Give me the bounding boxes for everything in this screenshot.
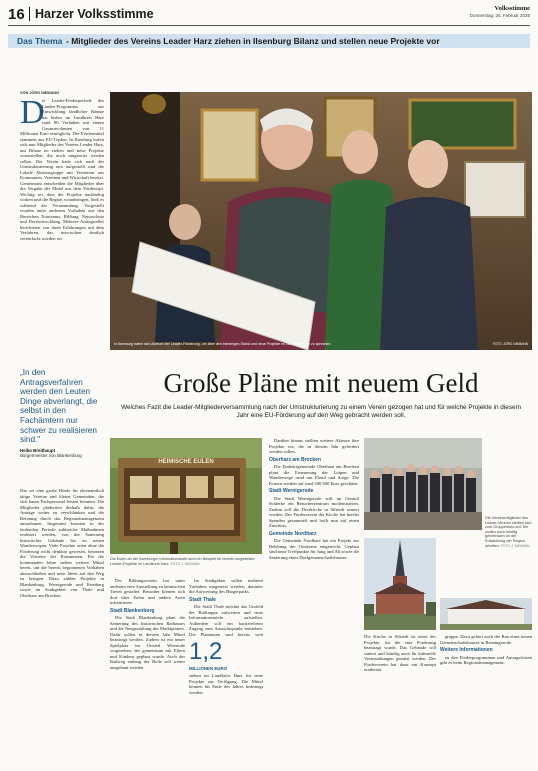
right-subhead-3: Gemeinde Nordharz [269,530,317,537]
lead-text: ie Leader-Förderperiode des Landes-Programms zur Entwicklung ländlicher Räume hat bisher im Landkreis Harz rund 80 Vorhaben mit einem Gesamtvolumen von 11 Millionen Euro ermöglicht. Die Fördermittel stammen aus EU-Töpfen. In Ilsenburg trafen sich nun Mitglieder des Vereins Leader Harz, um Bilanz zu ziehen und neue Projekte vorzustellen, die noch umgesetzt werden sollen. Der Verein hatte sich nach der Umstrukturierung neu aufgestellt und die Lokale Aktionsgruppe mit Vertretern aus Kommunen, Vereinen und Wirtschaft besetzt. Gemeinsam entscheiden die Mitglieder über die Vergabe der Mittel aus dem Fördertopf. Wichtig sei, dass die Projekte nachhaltig wirken und die Region voranbringen, hieß es während der Versammlung. Vorgestellt wurden unter anderem Vorhaben aus den Bereichen Tourismus, Bildung, Naturschutz und Dorfentwicklung. Mehrere Antragsteller berichteten von ihren Erfahrungen mit dem Verfahren, das inzwischen deutlich vereinfacht worden sei. [20,98,104,241]
building-photo [440,598,532,630]
middle-intro: Der Bildungsverein hat unter anderem eine Ausstellung zu heimischen Tieren gestaltet. Besucher können sich dort über Eulen und andere Arten informieren. [110,578,185,605]
quote-column-text: Das sei eine große Hürde für ehrenamtlich tätige Vereine und kleine Gemeinden, die sich kaum Fachpersonal leisten könnten. Die Mitglieder plädierten deshalb dafür, die Anträge weiter zu verschlanken und die Beratung durch das Regionalmanagement auszubauen. Insgesamt konnten in der laufenden Periode zahlreiche Maßnahmen realisiert werden, von der Sanierung historischer Gebäude bis zu neuen Wanderwegen. Viele Projekte seien ohne die Förderung nicht denkbar gewesen, betonten die Vertreter der Kommunen. Für die kommenden Jahre stehen weitere Mittel bereit, um die bereits begonnenen Vorhaben abzuschließen und neue Ideen auf den Weg zu bringen. Dazu zählen Projekte in Blankenburg, Wernigerode und Ilsenburg sowie im Stadtgebiet von Thale und Oberharz am Brocken. [20,488,104,598]
church-photo [364,538,436,630]
stat-value: 1,2 [189,638,223,665]
main-photo-credit: FOTO: JÖRG NIEMANN [492,342,528,347]
right-subhead-2: Stadt Wernigerode [269,488,314,494]
quote-author: Heiko Breithaupt [20,447,56,453]
subheadline: Welches Fazit die Leader-Mitgliederversammlung nach der Umstrukturierung zu einem Verein gezogen hat und für welche Projekte in diesem Jahr eine EU-Förderung auf den Weg gebracht werden soll. [121,404,521,420]
right-intro: Darüber hinaus stellten weitere Akteure ihre Projekte vor, die in diesem Jahr gefördert werden sollen. [269,438,359,454]
topic-bar [8,34,530,48]
quote-text: „In den Antragsverfahren werden den Leuten Dinge abverlangt, die selbst in den Fachämtern nur schwer zu realisieren sind." [20,368,98,445]
right-subhead-1: Oberharz am Brocken [269,456,321,463]
church-illustration [364,538,436,630]
middle-column [110,578,185,766]
far-right-column [440,634,532,766]
byline: VON JÖRG NIEMANN [20,91,59,95]
right-text-3: Die Gemeinde Nordharz hat ein Projekt zur Belebung der Ortskerne eingereicht. Geplant sind neue Treffpunkte für Jung und Alt sowie die Sanierung eines Dorfgemeinschaftshauses. [269,538,359,560]
section-title: Harzer Volksstimme [35,7,154,21]
church-column-text: Die Kirche in Silstedt ist eines der Projekte, für die eine Förderung beantragt wurde. Das Gebäude soll saniert und künftig auch für kulturelle Veranstaltungen genutzt werden. Der Förderverein hat dazu ein Konzept erarbeitet. [364,634,436,672]
page-header [8,6,530,24]
far-right-text-2: zu den Förderprogrammen und Antragsfristen gibt es beim Regionalmanagement. [440,654,532,665]
header-rule [8,25,530,26]
thale-intro: Im Stadtgebiet sollen mehrere Vorhaben umgesetzt werden, darunter die Aufwertung des Bürgerparks. [189,578,263,594]
middle-text: Die Stadt Blankenburg plant die Sanierung des historischen Rathauses und die Neugestaltung des Marktplatzes. Dafür sollen in diesem Jahr Mittel beantragt werden. Zudem ist ein neuer Spielplatz im Ortsteil Wienrode vorgesehen, der gemeinsam mit Eltern und Kindern geplant wurde. Auch der Radweg entlang der Bode soll weiter ausgebaut werden. [110,615,185,670]
thale-subhead: Stadt Thale [189,596,216,603]
building-illustration [440,598,532,630]
group-photo-caption-block [485,516,532,548]
owl-sign-illustration [110,438,262,554]
lead-text-block [20,94,104,360]
date: Donnerstag, 26. Februar 2026 [469,13,530,18]
main-photo-caption: In Ilsenburg trafen sich Akteure der Leader-Förderung, um über den bisherigen Stand und neue Projekte im Landkreis Harz zu sprechen. [114,342,332,347]
group-photo [364,438,482,530]
header-divider [29,7,30,21]
owl-sign-caption-text: Die Eulen an der Ilsenburger Informationstafel sind ein Beispiel für bereits umgesetzte Leader-Projekte im Landkreis Harz. [110,557,255,566]
group-photo-credit: FOTO: J. NIEMANN [500,543,530,548]
group-photo-caption: Die Vereinsmitglieder des Leader-Vereins stellten sich zum Gruppenfoto auf. Sie wollen auch künftig gemeinsam an der Entwicklung der Region arbeiten. [485,516,532,548]
drop-cap: D [20,94,45,131]
owl-sign-caption [110,557,262,566]
thale-text: Die Stadt Thale möchte das Umfeld der Roßtrappe aufwerten und neue Informationstafeln aufstellen. Außerdem soll ein barrierefreier Zugang zum Aussichtspunkt entstehen. Die Planungen sind bereits weit [189,604,263,636]
page-number: 16 [8,6,25,23]
owl-sign-credit: FOTO: J. NIEMANN [170,561,200,566]
owl-sign-photo [110,438,262,554]
topic-label: Das Thema [17,36,63,46]
right-text-1: Die Einheitsgemeinde Oberharz am Brocken plant die Erneuerung der Loipen und Wanderwege rund um Elend und Sorge. Die Kosten werden auf rund 300 000 Euro geschätzt. [269,464,359,486]
stat-label: MILLIONEN EURO [189,666,228,671]
far-right-subhead: Weitere Informationen [440,647,493,653]
drop-cap-spacer [20,98,42,129]
main-photo-illustration [110,92,532,350]
topic-text: - Mitglieder des Vereins Leader Harz ziehen in Ilsenburg Bilanz und stellen neue Projekte vor [66,36,440,46]
main-photo [110,92,532,350]
middle-subhead: Stadt Blankenburg [110,607,155,614]
lead-article [20,94,104,360]
group-photo-illustration [364,438,482,530]
quote-role: Bürgermeister von Blankenburg [20,452,82,458]
headline: Große Pläne mit neuem Geld [163,368,479,398]
pull-quote [20,368,104,458]
thale-intro-block [189,578,263,636]
masthead: Volksstimme [494,5,530,12]
thale-column [189,578,263,766]
owl-sign-title: HEIMISCHE EULEN [158,459,214,465]
stat-text: stehen im Landkreis Harz für neue Projekte zur Verfügung. Die Mittel können bis Ende des Jahres beantragt werden. [189,673,263,695]
far-right-text: gruppe. Dazu gehört auch der Bau eines neuen Gemeinschaftshauses in Benzingerode. [440,634,532,645]
right-text-2: Die Stadt Wernigerode will im Ortsteil Schierke ein Besucherzentrum modernisieren. Zudem soll die Dorfkirche in Silstedt saniert werden. Der Förderverein der Kirche hat bereits Spenden gesammelt und hofft nun auf einen Zuschuss. [269,495,359,528]
right-column [269,438,359,766]
